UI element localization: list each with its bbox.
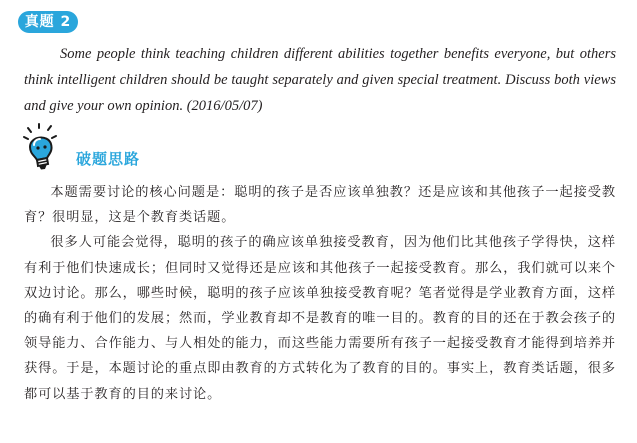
lightbulb-icon [22,123,66,171]
analysis-paragraph: 很多人可能会觉得，聪明的孩子的确应该单独接受教育，因为他们比其他孩子学得快，这样有利于他们快速成长；但同时又觉得还是应该和其他孩子一起接受教育。那么，我们就可以来个双边讨论。那么，哪些时候，聪明的孩子应该单独接受教育呢？笔者觉得是学业教育方面，这样的确有利于他们的发展；然而，学业教育却不是教育的唯一目的。教育的目的还在于教会孩子的领导能力、合作能力、与人相处的能力，而这些能力需要所有孩子一起接受教育才能得到培养并获得。于是，本题讨论的重点即由教育的方式转化为了教育的目的。事实上，教育类话题，很多都可以基于教育的目的来讨论。 [24,235,616,402]
analysis-body [24,180,616,407]
essay-prompt: Some people think teaching children different abilities together benefits everyone, but others think intelligent children should be taught separately and given special treatment. Discuss both views and give your own opinion. (2016/05/07) [24,46,616,114]
section-title: 破题思路 [76,150,141,168]
analysis-paragraph: 本题需要讨论的核心问题是：聪明的孩子是否应该单独教？还是应该和其他孩子一起接受教育？很明显，这是个教育类话题。 [24,185,616,226]
question-badge: 真题 2 [18,11,78,33]
